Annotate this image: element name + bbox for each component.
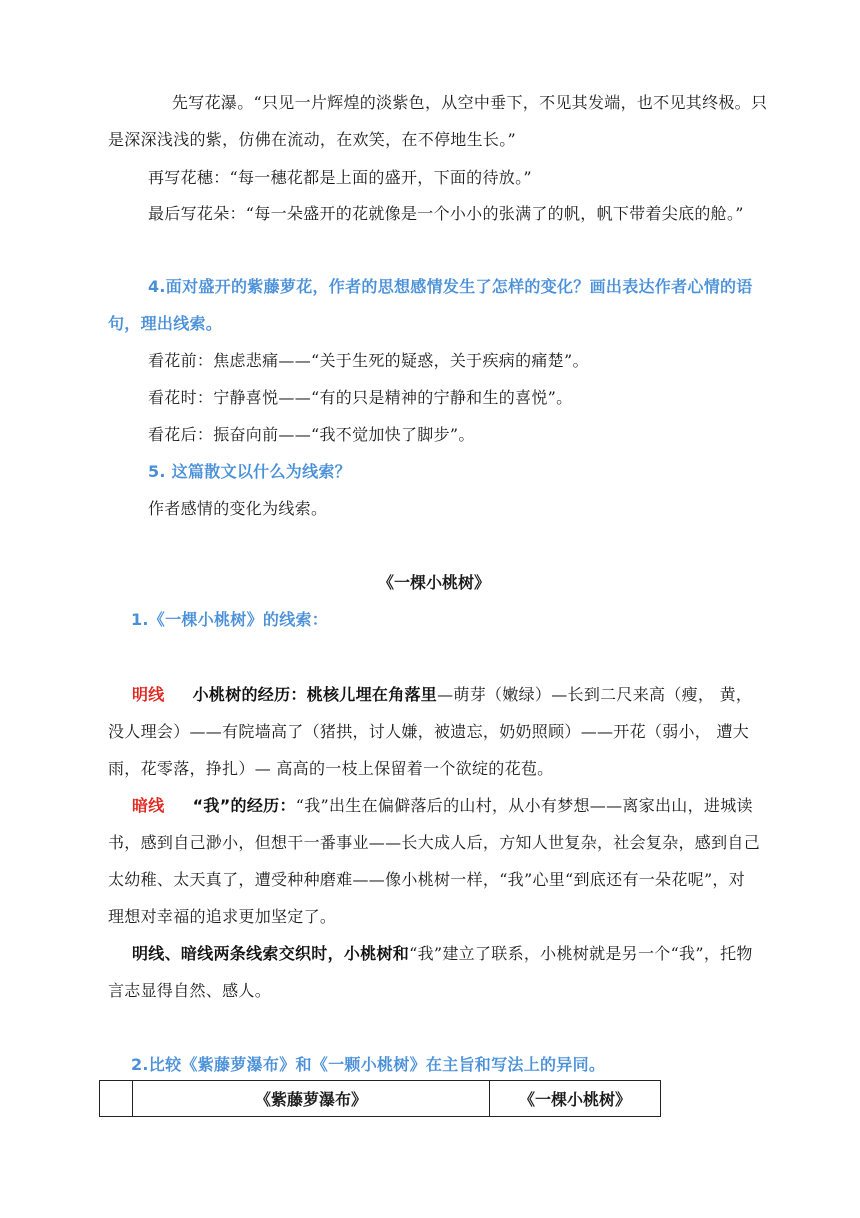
section-title: 《一棵小桃树》	[377, 573, 490, 592]
answer-5: 作者感情的变化为线索。	[148, 499, 328, 518]
paragraph-an-line	[108, 787, 760, 935]
paragraph-ming-line	[108, 676, 760, 787]
answer-after: 看花后：振奋向前——“我不觉加快了脚步”。	[148, 425, 475, 444]
paragraph-flower-bloom: 最后写花朵：“每一朵盛开的花就像是一个小小的张满了的帆，帆下带着尖底的舱。”	[148, 204, 744, 223]
an-line-label: 暗线	[132, 796, 165, 815]
summary-lead: 明线、暗线两条线索交织时，小桃树和	[132, 944, 410, 963]
an-line-lead: “我”的经历：	[192, 796, 296, 815]
answer-during: 看花时：宁静喜悦——“有的只是精神的宁静和生的喜悦”。	[148, 388, 573, 407]
paragraph-summary	[108, 935, 760, 1009]
an-line-text: “我”出生在偏僻落后的山村，从小有梦想——离家出山，进城读书，感到自己渺小，但想干一番事业——长大成人后，方知人世复杂，社会复杂，感到自己太幼稚、太天真了，遭受种种磨难——像小桃树一样，“我”心里“到底还有一朵花呢”，对理想对幸福的追求更加坚定了。	[108, 796, 761, 926]
answer-before: 看花前：焦虑悲痛——“关于生死的疑惑，关于疾病的痛楚”。	[148, 351, 589, 370]
ming-line-text: —萌芽（嫩绿）—长到二尺来高（瘦， 黄，没人理会）——有院墙高了（猪拱，讨人嫌，被遗忘，奶奶照顾）——开花（弱小， 遭大雨，花零落，挣扎）— 高高的一枝上保留着一个欲绽的花苞。	[108, 685, 753, 778]
question-5: 5. 这篇散文以什么为线索？	[148, 462, 351, 481]
paragraph-flower-spike: 再写花穗：“每一穗花都是上面的盛开，下面的待放。”	[148, 168, 532, 187]
question-4: 4.面对盛开的紫藤萝花，作者的思想感情发生了怎样的变化？画出表达作者心情的语句，理出线索。	[108, 277, 753, 333]
comparison-table	[99, 1080, 661, 1117]
paragraph-flower-waterfall: 先写花瀑。“只见一片辉煌的淡紫色，从空中垂下，不见其发端，也不见其终极。只是深深浅浅的紫，仿佛在流动，在欢笑，在不停地生长。”	[108, 93, 768, 149]
question-1: 1.《一棵小桃树》的线索：	[131, 610, 329, 629]
table-header-blank	[100, 1081, 133, 1117]
ming-line-lead: 小桃树的经历：桃核儿埋在角落里	[192, 685, 438, 704]
table-header-wisteria: 《紫藤萝瀑布》	[133, 1081, 490, 1117]
ming-line-label: 明线	[132, 685, 165, 704]
table-row	[100, 1081, 661, 1117]
table-header-peach-tree: 《一棵小桃树》	[490, 1081, 661, 1117]
summary-text: “我”建立了联系，小桃树就是另一个“我”，托物言志显得自然、感人。	[108, 944, 753, 1000]
question-2: 2.比较《紫藤萝瀑布》和《一颗小桃树》在主旨和写法上的异同。	[131, 1055, 606, 1074]
